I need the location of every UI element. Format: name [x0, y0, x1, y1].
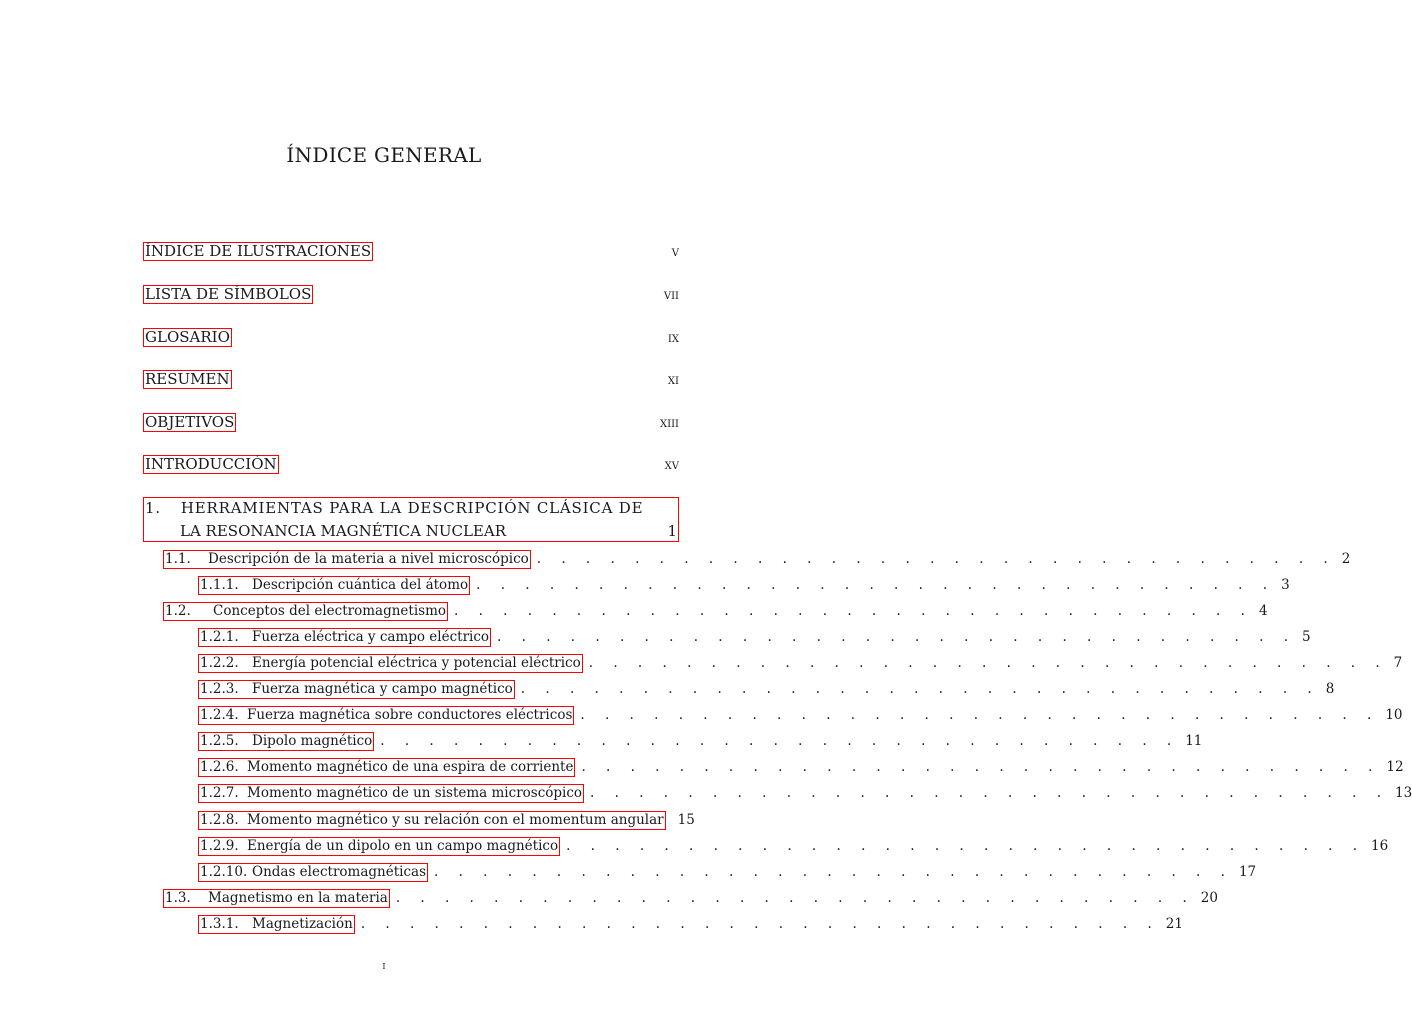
leader-dots: . . . . . . . . . . . . . . . . . . . . . . . . . . . . . . . . .	[590, 785, 1389, 801]
toc-entry-1-2-10	[198, 863, 1257, 882]
toc-link[interactable]: 1.2.5. Dipolo magnético	[200, 733, 373, 749]
toc-page-number: 1	[667, 522, 677, 540]
toc-entry-1-2-1	[198, 628, 1311, 647]
toc-entry-1-2	[163, 602, 1268, 621]
leader-dots: . . . . . . . . . . . . . . . . . . . . . . . . . . . . . . . . .	[497, 629, 1296, 645]
toc-entry-1-1-1	[198, 576, 1290, 595]
toc-page-number: xi	[667, 372, 679, 388]
toc-link[interactable]: 1.2.3. Fuerza magnética y campo magnético	[200, 681, 513, 697]
toc-link[interactable]: 1.3. Magnetismo en la materia	[165, 890, 388, 906]
toc-entry-introduccion	[143, 455, 679, 474]
toc-link[interactable]: 1.2.9. Energía de un dipolo en un campo magnético	[200, 838, 559, 854]
toc-page-number: xv	[664, 457, 679, 473]
toc-page-number: ix	[667, 330, 679, 346]
toc-page-number: 13	[1394, 785, 1412, 801]
toc-page-number: 15	[677, 812, 695, 828]
toc-page-number: 10	[1385, 707, 1403, 723]
leader-dots: . . . . . . . . . . . . . . . . . . . . . . . . . . . . . . . . .	[536, 551, 1336, 567]
chapter-title-line2: LA RESONANCIA MAGNÉTICA NUCLEAR	[180, 522, 507, 540]
toc-entry-1-2-3	[198, 680, 1335, 699]
toc-entry-1-1	[163, 550, 1351, 569]
toc-entry-lista-simbolos	[143, 285, 679, 304]
toc-entry-1-2-4	[198, 706, 1403, 725]
leader-dots: . . . . . . . . . . . . . . . . . . . . . . . . . . . . . . . . .	[581, 759, 1381, 775]
toc-link[interactable]: OBJETIVOS	[145, 413, 235, 431]
toc-entry-1-3	[163, 889, 1218, 908]
toc-entry-1-2-7	[198, 784, 1412, 803]
toc-page-number: 20	[1200, 890, 1218, 906]
toc-link[interactable]: 1.2.8. Momento magnético y su relación con el momentum angular	[200, 812, 664, 828]
toc-link[interactable]: 1.2.2. Energía potencial eléctrica y potencial eléctrico	[200, 655, 581, 671]
toc-entry-1-2-2	[198, 654, 1403, 673]
toc-page-number: 21	[1165, 916, 1183, 932]
footer-page-number: i	[382, 958, 386, 972]
toc-page-number: 4	[1258, 603, 1268, 619]
toc-page-number: 12	[1386, 759, 1404, 775]
toc-link[interactable]: 1.2.6. Momento magnético de una espira de corriente	[200, 759, 574, 775]
leader-dots: . . . . . . . . . . . . . . . . . . . . . . . . . . . . . . . . .	[360, 916, 1160, 932]
toc-entry-1-2-5	[198, 732, 1203, 751]
toc-entry-resumen	[143, 370, 679, 389]
leader-dots: . . . . . . . . . . . . . . . . . . . . . . . . . . . . . . . . .	[580, 707, 1380, 723]
toc-link[interactable]: 1.2.10. Ondas electromagnéticas	[200, 864, 426, 880]
toc-link[interactable]: ÍNDICE DE ILUSTRACIONES	[145, 242, 372, 260]
toc-page-number: v	[671, 244, 679, 260]
toc-link[interactable]: RESUMEN	[145, 370, 230, 388]
toc-page-number: 7	[1393, 655, 1403, 671]
toc-page-number: 16	[1371, 838, 1389, 854]
chapter-number: 1.	[145, 499, 161, 517]
toc-entry-1-2-6	[198, 758, 1404, 777]
toc-entry-1-3-1	[198, 915, 1183, 934]
toc-link[interactable]: 1.1.1. Descripción cuántica del átomo	[200, 577, 469, 593]
toc-page-number: 5	[1301, 629, 1311, 645]
toc-entry-glosario	[143, 328, 679, 347]
leader-dots: . . . . . . . . . . . . . . . . . . . . . . . . . . . . . . . . .	[566, 838, 1366, 854]
toc-entry-1-2-8	[198, 811, 695, 830]
leader-dots: . . . . . . . . . . . . . . . . . . . . . . . . . . . . . . . . .	[395, 890, 1195, 906]
leader-dots: . . . . . . . . . . . . . . . . . . . . . . . . . . . . . . . . .	[588, 655, 1388, 671]
toc-page-number: 3	[1281, 577, 1290, 593]
toc-link[interactable]: LISTA DE SÍMBOLOS	[145, 285, 312, 303]
leader-dots: . . . . . . . . . . . . . . . . . . . . . . . . . . . . . . . . .	[434, 864, 1233, 880]
toc-page-number: vii	[663, 287, 679, 303]
toc-page-number: 8	[1325, 681, 1335, 697]
toc-entry-1-2-9	[198, 837, 1389, 856]
toc-link[interactable]: INTRODUCCIÓN	[145, 455, 277, 473]
toc-entry-indice-ilustraciones	[143, 242, 679, 261]
chapter-title-line1: HERRAMIENTAS PARA LA DESCRIPCIÓN CLÁSICA DE	[180, 499, 644, 517]
toc-link[interactable]: 1.2.1. Fuerza eléctrica y campo eléctrico	[200, 629, 490, 645]
toc-page-number: xiii	[660, 415, 679, 431]
toc-link[interactable]: 1.1. Descripción de la materia a nivel microscópico	[165, 551, 529, 567]
leader-dots: . . . . . . . . . . . . . . . . . . . . . . . . . . . . . . . . .	[380, 733, 1180, 749]
page-title: ÍNDICE GENERAL	[286, 143, 482, 167]
toc-page-number: 2	[1341, 551, 1351, 567]
leader-dots: . . . . . . . . . . . . . . . . . . . . . . . . . . . . . . . . .	[454, 603, 1253, 619]
leader-dots: . . . . . . . . . . . . . . . . . . . . . . . . . . . . . . . . .	[476, 577, 1276, 593]
toc-link[interactable]: GLOSARIO	[145, 328, 230, 346]
toc-link[interactable]: 1.3.1. Magnetización	[200, 916, 353, 932]
toc-link[interactable]: 1.2.4. Fuerza magnética sobre conductores eléctricos	[200, 707, 573, 723]
toc-link[interactable]: 1.2. Conceptos del electromagnetismo	[165, 603, 446, 619]
toc-link[interactable]: 1.2.7. Momento magnético de un sistema microscópico	[200, 785, 583, 801]
toc-page-number: 11	[1185, 733, 1203, 749]
toc-entry-objetivos	[143, 413, 679, 432]
leader-dots: . . . . . . . . . . . . . . . . . . . . . . . . . . . . . . . . .	[520, 681, 1320, 697]
toc-page-number: 17	[1238, 864, 1257, 880]
